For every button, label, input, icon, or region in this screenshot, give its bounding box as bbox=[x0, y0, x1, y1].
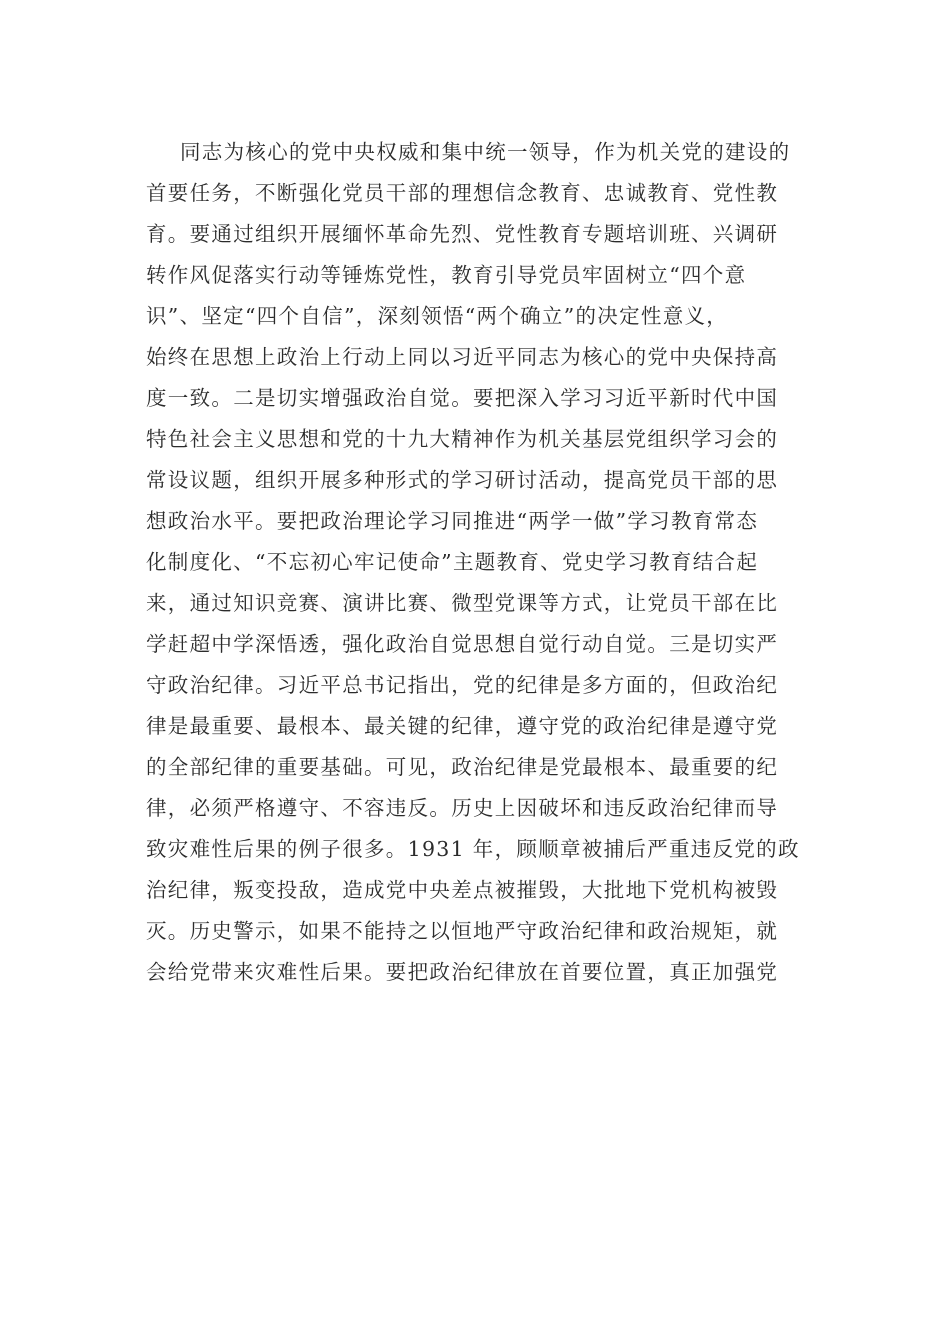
text-line: 学赶超中学深悟透，强化政治自觉思想自觉行动自觉。三是切实严 bbox=[146, 632, 779, 656]
text-line: 灭。历史警示，如果不能持之以恒地严守政治纪律和政治规矩，就 bbox=[146, 919, 779, 943]
text-line: 特色社会主义思想和党的十九大精神作为机关基层党组织学习会的 bbox=[146, 427, 779, 451]
text-line: 同志为核心的党中央权威和集中统一领导，作为机关党的建设的 bbox=[180, 140, 791, 164]
text-line: 治纪律，叛变投敌，造成党中央差点被摧毁，大批地下党机构被毁 bbox=[146, 878, 779, 902]
text-line: 想政治水平。要把政治理论学习同推进“两学一做”学习教育常态 bbox=[146, 509, 759, 533]
text-line: 转作风促落实行动等锤炼党性，教育引导党员牢固树立“四个意 bbox=[146, 263, 747, 287]
text-line: 致灾难性后果的例子很多。1931 年，顾顺章被捕后严重违反党的政 bbox=[146, 837, 800, 861]
text-line: 守政治纪律。习近平总书记指出，党的纪律是多方面的，但政治纪 bbox=[146, 673, 779, 697]
body-text bbox=[146, 132, 806, 993]
text-line: 度一致。二是切实增强政治自觉。要把深入学习习近平新时代中国 bbox=[146, 386, 779, 410]
text-line: 会给党带来灾难性后果。要把政治纪律放在首要位置，真正加强党 bbox=[146, 960, 779, 984]
text-line: 识”、坚定“四个自信”，深刻领悟“两个确立”的决定性意义， bbox=[146, 304, 729, 328]
text-line: 常设议题，组织开展多种形式的学习研讨活动，提高党员干部的思 bbox=[146, 468, 779, 492]
text-line: 始终在思想上政治上行动上同以习近平同志为核心的党中央保持高 bbox=[146, 345, 779, 369]
text-line: 律，必须严格遵守、不容违反。历史上因破坏和违反政治纪律而导 bbox=[146, 796, 779, 820]
text-line: 首要任务，不断强化党员干部的理想信念教育、忠诚教育、党性教 bbox=[146, 181, 779, 205]
text-line: 化制度化、“不忘初心牢记使命”主题教育、党史学习教育结合起 bbox=[146, 550, 759, 574]
text-line: 的全部纪律的重要基础。可见，政治纪律是党最根本、最重要的纪 bbox=[146, 755, 779, 779]
text-line: 律是最重要、最根本、最关键的纪律，遵守党的政治纪律是遵守党 bbox=[146, 714, 779, 738]
text-line: 来，通过知识竞赛、演讲比赛、微型党课等方式，让党员干部在比 bbox=[146, 591, 779, 615]
text-line: 育。要通过组织开展缅怀革命先烈、党性教育专题培训班、兴调研 bbox=[146, 222, 779, 246]
